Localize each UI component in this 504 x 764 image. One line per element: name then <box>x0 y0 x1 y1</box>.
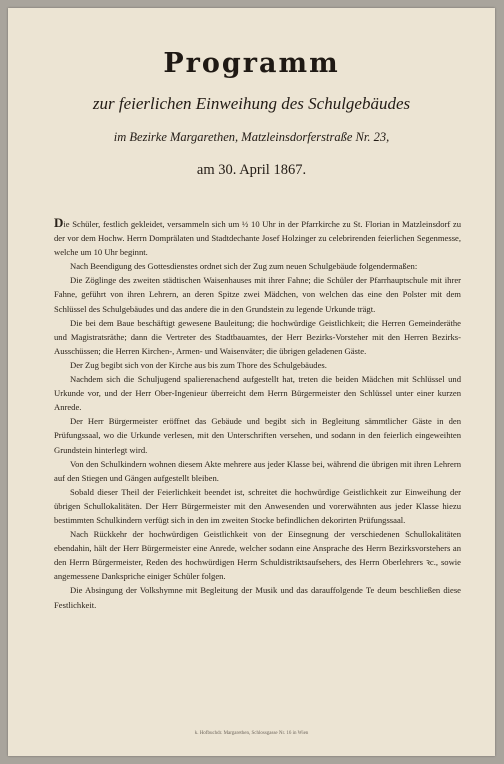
paragraph: Der Herr Bürgermeister eröffnet das Gebäude und begibt sich in Begleitung sämmtlicher Gäste in den Prüfungssaal, wo die Urkunde verlesen, mit den Unterschriften versehen, und sodann in den feierlich eingeweihten Grundstein hinterlegt wird. <box>54 416 461 455</box>
paragraph: Sobald dieser Theil der Feierlichkeit beendet ist, schreitet die hochwürdige Geistlichkeit zur Einweihung der übrigen Schullokalitäten. Der Herr Bürgermeister mit den Anwesenden und vorerwähnten aus jeder Klasse hiezu bestimmten Schulkindern verfügt sich in den im zweiten Stocke befindlichen dekorirten Prüfungssaal. <box>54 486 461 525</box>
paragraph: Die Schüler, festlich gekleidet, versammeln sich um ½ 10 Uhr in der Pfarrkirche zu St. Florian in Matzleinsdorf zu der vor dem Hochw. Herrn Domprälaten und Stadtdechante Josef Holzinger zu celebrirenden feierlichen Segenmesse, welche um 10 Uhr beginnt. <box>54 215 461 258</box>
paragraph: Die bei dem Baue beschäftigt gewesene Bauleitung; die hochwürdige Geistlichkeit; die Herren Gemeinderäthe und Magistratsräthe; dann die Vertreter des Stadtbauamtes, der Herr Bezirks-Vorsteher mit den Herren Bezirks-Ausschüssen; die Herren Kirchen-, Armen- und Waisenväter; die übrigen geladenen Gäste. <box>54 317 461 356</box>
paragraph: Nachdem sich die Schuljugend spalierenachend aufgestellt hat, treten die beiden Mädchen mit Schlüssel und Urkunde vor, und der Herr Ober-Ingenieur überreicht dem Herrn Bürgermeister den Schlüssel unter einer kurzen Anrede. <box>54 374 461 413</box>
document-body <box>54 216 461 612</box>
paragraph: Von den Schulkindern wohnen diesem Akte mehrere aus jeder Klasse bei, während die übrigen mit ihren Lehrern auf den Stiegen und Gängen aufgestellt bleiben. <box>54 458 461 483</box>
paragraph: Der Zug begibt sich von der Kirche aus bis zum Thore des Schulgebäudes. <box>70 359 327 370</box>
paragraph: Nach Beendigung des Gottesdienstes ordnet sich der Zug zum neuen Schulgebäude folgendermaßen: <box>70 261 418 272</box>
document-page <box>8 8 495 756</box>
document-subtitle: zur feierlichen Einweihung des Schulgebäudes <box>92 94 411 113</box>
event-date: am 30. April 1867. <box>196 162 307 178</box>
printer-imprint: k. Hofbuchdr. Margarethen, Schlossgasse Nr. 16 in Wien <box>194 731 309 736</box>
document-title: Programm <box>163 48 340 79</box>
event-location: im Bezirke Margarethen, Matzleinsdorferstraße Nr. 23, <box>113 130 390 144</box>
paragraph: Die Zöglinge des zweiten städtischen Waisenhauses mit ihrer Fahne; die Schüler der Pfarrhauptschule mit ihrer Fahne, geführt von ihren Lehrern, an deren Spitze zwei Mädchen, von welchen das eine den Polster mit dem Schlüssel des Schulgebäudes und das andere die in den Grundstein zu legende Urkunde trägt. <box>54 275 461 314</box>
drop-cap: D <box>54 215 64 230</box>
paragraph: Nach Rückkehr der hochwürdigen Geistlichkeit von der Einsegnung der verschiedenen Schullokalitäten ebendahin, hält der Herr Bürgermeister eine Anrede, welcher sodann eine Ansprache des Herrn Bezirksvorstehers an den Herrn Bürgermeister, Reden des hochwürdigen Herrn Schuldistriktsaufsehers, des Herrn Oberlehrers ꝛc., sowie angemessene Dankspriche einiger Schüler folgen. <box>54 529 461 582</box>
paragraph: Die Absingung der Volkshymne mit Begleitung der Musik und das darauffolgende Te deum beschließen diese Festlichkeit. <box>54 585 461 610</box>
